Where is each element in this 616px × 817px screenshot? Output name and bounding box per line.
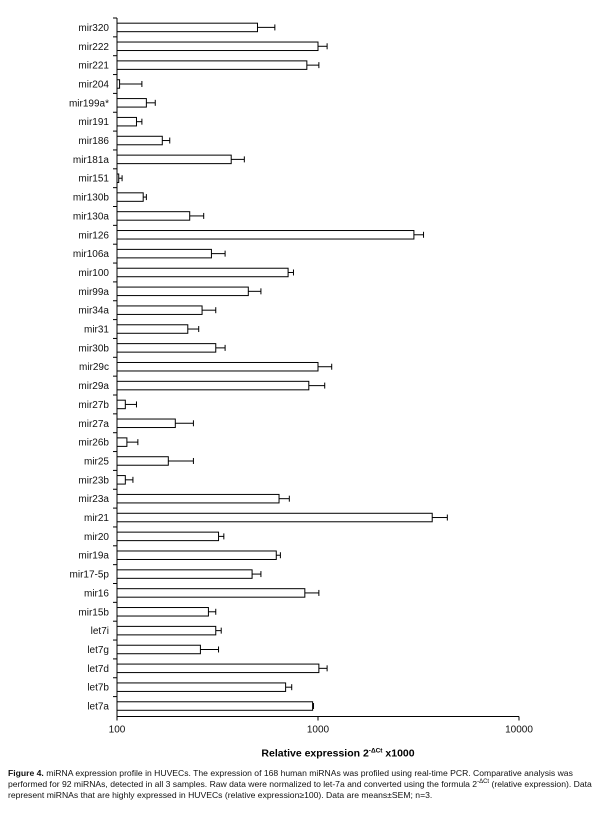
bar-group-mir320	[78, 18, 274, 34]
category-label: mir204	[78, 79, 109, 91]
bar-group-mir30b	[78, 338, 225, 354]
bar-mir181a	[117, 155, 231, 164]
bar-group-let7b	[87, 678, 291, 694]
bar-mir31	[117, 325, 188, 334]
bar-group-mir222	[78, 37, 327, 53]
category-label: mir181a	[72, 154, 109, 166]
bar-group-mir25	[84, 452, 193, 468]
category-label: mir130a	[72, 211, 109, 223]
category-label: mir21	[83, 513, 109, 525]
bar-group-mir26b	[78, 433, 137, 449]
bar-group-mir100	[78, 263, 293, 279]
bar-let7a	[117, 702, 313, 711]
category-label: let7g	[87, 644, 109, 656]
x-ticks	[109, 716, 534, 735]
category-label: mir17-5p	[69, 569, 109, 581]
bar-mir186	[117, 136, 162, 145]
category-label: mir199a*	[68, 98, 109, 110]
bar-let7i	[117, 626, 216, 635]
bar-mir106a	[117, 249, 211, 258]
bar-group-mir199a*	[69, 93, 155, 109]
category-label: mir222	[78, 41, 109, 53]
bar-mir23a	[117, 494, 279, 503]
bar-mir27b	[117, 400, 125, 409]
category-label: mir106a	[72, 249, 109, 261]
bar-group-mir29a	[78, 376, 324, 392]
bar-mir191	[117, 117, 136, 126]
bar-mir130b	[117, 193, 143, 202]
bar-group-mir204	[78, 75, 141, 91]
bar-group-mir126	[78, 225, 423, 241]
category-label: let7a	[87, 701, 109, 713]
x-tick-label: 100	[108, 724, 126, 736]
bar-group-mir20	[84, 527, 224, 543]
bar-group-mir151	[78, 169, 122, 185]
caption-text-end: (relative expression). Data represent miRNAs that are highly expressed in HUVECs (relative expression≥100). Data are means±SEM; n=3.	[8, 779, 592, 800]
bar-mir30b	[117, 344, 216, 353]
bar-mir16	[117, 589, 305, 598]
category-label: mir320	[78, 22, 109, 34]
x-axis-label: Relative expression $2^{-\Delta Ct}$ x1000	[261, 747, 415, 760]
category-label: mir19a	[78, 550, 109, 562]
bar-group-mir23b	[78, 470, 132, 486]
bar-group-let7g	[87, 640, 218, 656]
bar-mir29c	[117, 362, 318, 371]
category-label: mir16	[83, 588, 109, 600]
category-label: mir25	[83, 456, 109, 468]
category-label: mir34a	[78, 305, 109, 317]
category-label: mir99a	[78, 286, 109, 298]
bar-group-let7d	[87, 659, 327, 675]
bar-group-mir186	[78, 131, 169, 147]
category-label: mir30b	[78, 343, 109, 355]
bar-group-mir27b	[78, 395, 136, 411]
bars-layer	[69, 18, 447, 713]
bar-mir320	[117, 23, 257, 32]
category-label: mir186	[78, 136, 109, 148]
bar-group-mir15b	[78, 602, 215, 618]
caption-label: Figure 4.	[8, 768, 44, 778]
category-label: mir100	[78, 267, 109, 279]
figure-caption	[8, 768, 606, 801]
bar-mir27a	[117, 419, 175, 428]
bar-mir29a	[117, 381, 309, 390]
bar-group-mir19a	[78, 546, 280, 562]
category-label: let7d	[87, 663, 109, 675]
category-label: mir31	[83, 324, 109, 336]
category-label: mir15b	[78, 607, 109, 619]
category-label: mir23a	[78, 494, 109, 506]
category-label: mir126	[78, 230, 109, 242]
category-label: mir151	[78, 173, 109, 185]
caption-text-start: miRNA expression profile in HUVECs. The expression of 168 human miRNAs was profiled using real-time PCR. Comparative analysis was performed for 92 miRNAs, detected in all 3 samples. Raw data were normalized to let-7a and converted using the formula 2	[8, 768, 573, 789]
bar-mir199a*	[117, 99, 146, 108]
bar-mir19a	[117, 551, 276, 560]
bar-group-mir27a	[78, 414, 193, 430]
category-label: mir221	[78, 60, 109, 72]
bar-group-mir221	[78, 56, 318, 72]
bar-mir99a	[117, 287, 248, 296]
bar-group-let7a	[87, 697, 313, 713]
bar-group-mir181a	[73, 150, 244, 166]
category-label: let7i	[90, 626, 109, 638]
caption-formula-exponent: -ΔCt	[477, 779, 490, 786]
x-tick-label: 10000	[505, 724, 533, 736]
bar-let7b	[117, 683, 286, 692]
bar-mir20	[117, 532, 219, 541]
bar-group-mir17-5p	[70, 565, 261, 581]
bar-group-mir31	[84, 320, 199, 336]
bar-group-mir16	[84, 584, 319, 600]
category-label: mir29a	[78, 381, 109, 393]
bar-group-mir191	[78, 112, 141, 128]
category-label: let7b	[87, 682, 109, 694]
bar-group-mir130a	[73, 207, 204, 223]
category-label: mir27b	[78, 399, 109, 411]
bar-group-let7i	[91, 621, 222, 637]
bar-mir26b	[117, 438, 127, 447]
bar-mir23b	[117, 476, 125, 485]
bar-group-mir106a	[73, 244, 225, 260]
category-label: mir27a	[78, 418, 109, 430]
bar-mir15b	[117, 608, 208, 617]
x-tick-label: 1000	[306, 724, 330, 736]
bar-mir34a	[117, 306, 202, 315]
category-label: mir191	[78, 117, 109, 129]
bar-let7d	[117, 664, 319, 673]
bar-mir221	[117, 61, 307, 70]
bar-group-mir23a	[78, 489, 289, 505]
bar-mir100	[117, 268, 288, 277]
bar-mir21	[117, 513, 432, 522]
bar-mir25	[117, 457, 168, 466]
bar-group-mir21	[84, 508, 447, 524]
category-label: mir20	[83, 531, 109, 543]
bar-group-mir99a	[78, 282, 260, 298]
category-label: mir29c	[78, 362, 109, 374]
bar-group-mir130b	[73, 188, 147, 204]
category-label: mir23b	[78, 475, 109, 487]
bar-let7g	[117, 645, 200, 654]
bar-mir130a	[117, 212, 190, 221]
bar-mir222	[117, 42, 318, 51]
bar-mir17-5p	[117, 570, 252, 579]
category-label: mir130b	[72, 192, 109, 204]
category-label: mir26b	[78, 437, 109, 449]
bar-mir126	[117, 231, 414, 240]
bar-group-mir34a	[78, 301, 215, 317]
